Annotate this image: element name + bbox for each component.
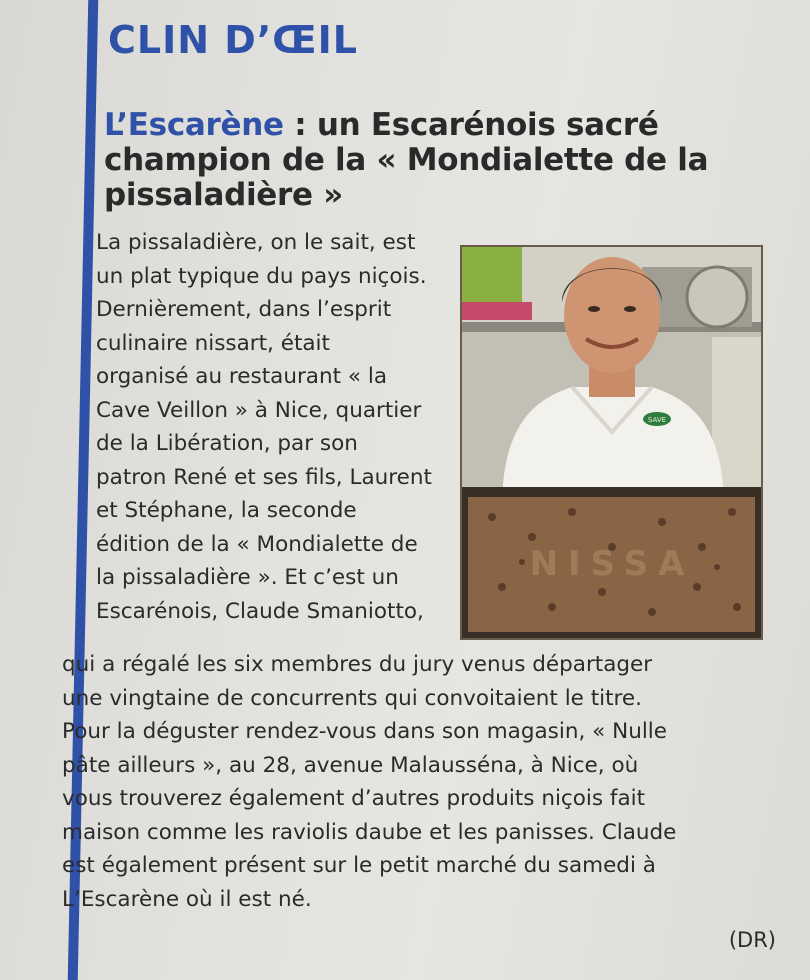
body-line: patron René et ses fils, Laurent xyxy=(96,464,432,490)
photo-illustration xyxy=(462,247,761,638)
headline-place: L’Escarène xyxy=(104,107,284,143)
body-line: et Stéphane, la seconde xyxy=(96,498,357,523)
body-line: maison comme les raviolis daube et les panisses. Claude xyxy=(62,819,677,845)
section-kicker: CLIN D’ŒIL xyxy=(108,18,358,62)
body-line: Dernièrement, dans l’esprit xyxy=(96,297,392,322)
body-line: Escarénois, Claude Smaniotto, xyxy=(96,598,424,624)
body-line: culinaire nissart, était xyxy=(96,330,330,356)
article-photo xyxy=(460,245,763,640)
svg-text:SAVE: SAVE xyxy=(647,416,667,424)
headline-rest: : un Escarénois sacré champion de la « Mondialette de la pissaladière » xyxy=(104,107,709,213)
body-line: Pour la déguster rendez-vous dans son magasin, « Nulle xyxy=(62,719,668,744)
body-line: qui a régalé les six membres du jury venus départager xyxy=(62,652,653,677)
svg-text:NISSA: NISSA xyxy=(529,544,695,584)
photo-credit: (DR) xyxy=(728,928,776,952)
body-line: édition de la « Mondialette de xyxy=(96,531,418,557)
body-line: une vingtaine de concurrents qui convoitaient le titre. xyxy=(62,685,642,711)
body-line: est également présent sur le petit marché du samedi à xyxy=(62,853,656,878)
body-line: L’Escarène où il est né. xyxy=(62,886,312,912)
body-line: la pissaladière ». Et c’est un xyxy=(96,565,399,590)
body-line: La pissaladière, on le sait, est xyxy=(96,230,416,255)
article-body-full xyxy=(62,648,782,916)
body-line: de la Libération, par son xyxy=(96,431,358,456)
article-headline xyxy=(104,108,744,213)
body-line: Cave Veillon » à Nice, quartier xyxy=(96,397,422,423)
body-line: vous trouverez également d’autres produits niçois fait xyxy=(62,786,646,811)
body-line: un plat typique du pays niçois. xyxy=(96,263,427,289)
body-line: pâte ailleurs », au 28, avenue Malausséna, à Nice, où xyxy=(62,752,639,778)
body-line: organisé au restaurant « la xyxy=(96,364,388,389)
article-column xyxy=(96,226,456,628)
